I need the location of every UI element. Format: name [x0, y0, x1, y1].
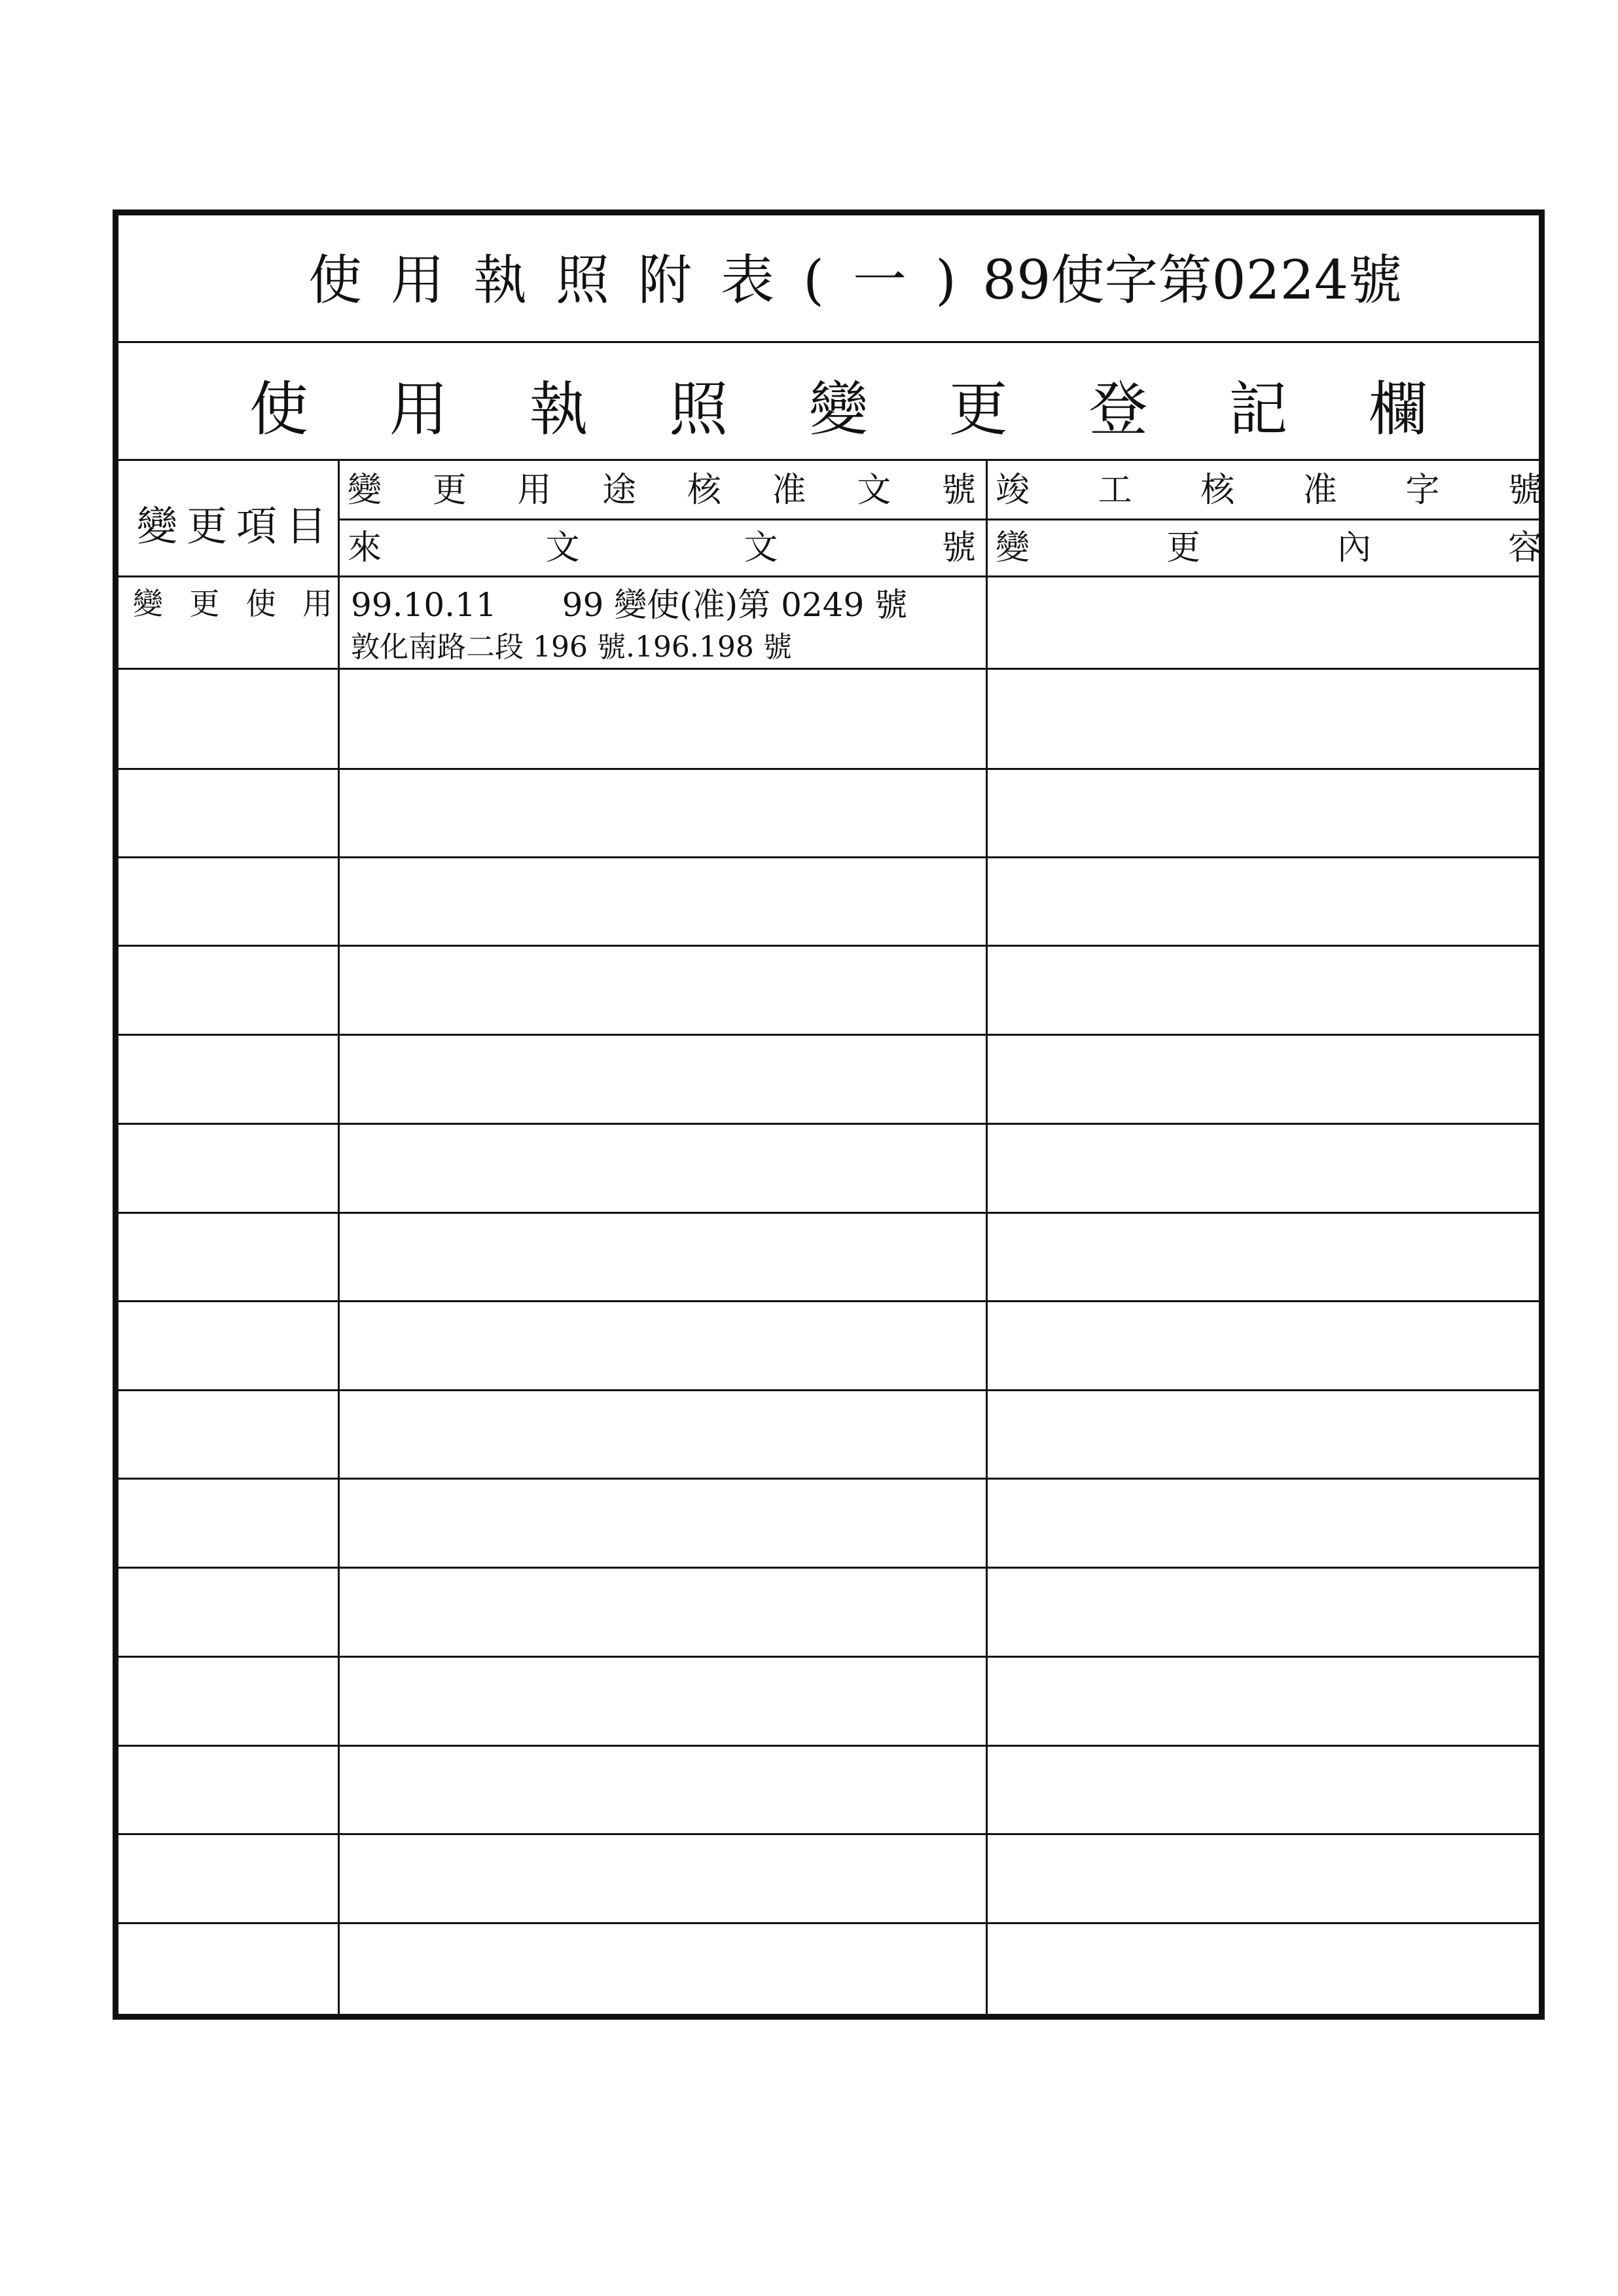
- divider: [118, 341, 1539, 343]
- column-divider: [986, 459, 988, 2014]
- license-table-frame: [113, 210, 1545, 2020]
- row-1-doc-line2: 敦化南路二段 196 號.196.198 號: [351, 630, 792, 664]
- row-divider: [118, 1745, 1539, 1747]
- row-1-item: 變 更 使 用: [133, 586, 333, 621]
- column-divider: [338, 459, 340, 2014]
- header-item: 變 更 項 目: [137, 502, 327, 550]
- row-divider: [118, 1212, 1539, 1214]
- row-1-doc-line1: 99.10.11 99 變使(准)第 0249 號: [351, 586, 908, 624]
- section-title: 使 用 執 照 變 更 登 記 欄: [249, 375, 1428, 444]
- row-divider: [118, 768, 1539, 770]
- row-divider: [118, 1567, 1539, 1569]
- header-change-content: 變 更 內 容: [996, 528, 1542, 568]
- row-divider: [118, 1389, 1539, 1391]
- row-divider: [118, 1478, 1539, 1480]
- divider: [340, 519, 1539, 520]
- header-incoming-doc: 來 文 文 號: [348, 528, 976, 568]
- row-divider: [118, 1123, 1539, 1125]
- row-divider: [118, 1922, 1539, 1924]
- divider: [118, 575, 1539, 577]
- row-divider: [118, 1300, 1539, 1302]
- row-divider: [118, 1833, 1539, 1835]
- license-number: 89使字第0224號: [982, 249, 1403, 312]
- document-title: 使用執照附表(一): [308, 249, 985, 312]
- row-divider: [118, 1034, 1539, 1036]
- document-title-row: [118, 242, 1539, 320]
- header-completion-no: 竣 工 核 准 字 號: [996, 471, 1542, 510]
- header-approval-doc: 變 更 用 途 核 准 文 號: [348, 471, 976, 510]
- divider: [118, 459, 1539, 461]
- row-divider: [118, 668, 1539, 670]
- row-divider: [118, 856, 1539, 858]
- row-divider: [118, 1656, 1539, 1658]
- row-divider: [118, 945, 1539, 947]
